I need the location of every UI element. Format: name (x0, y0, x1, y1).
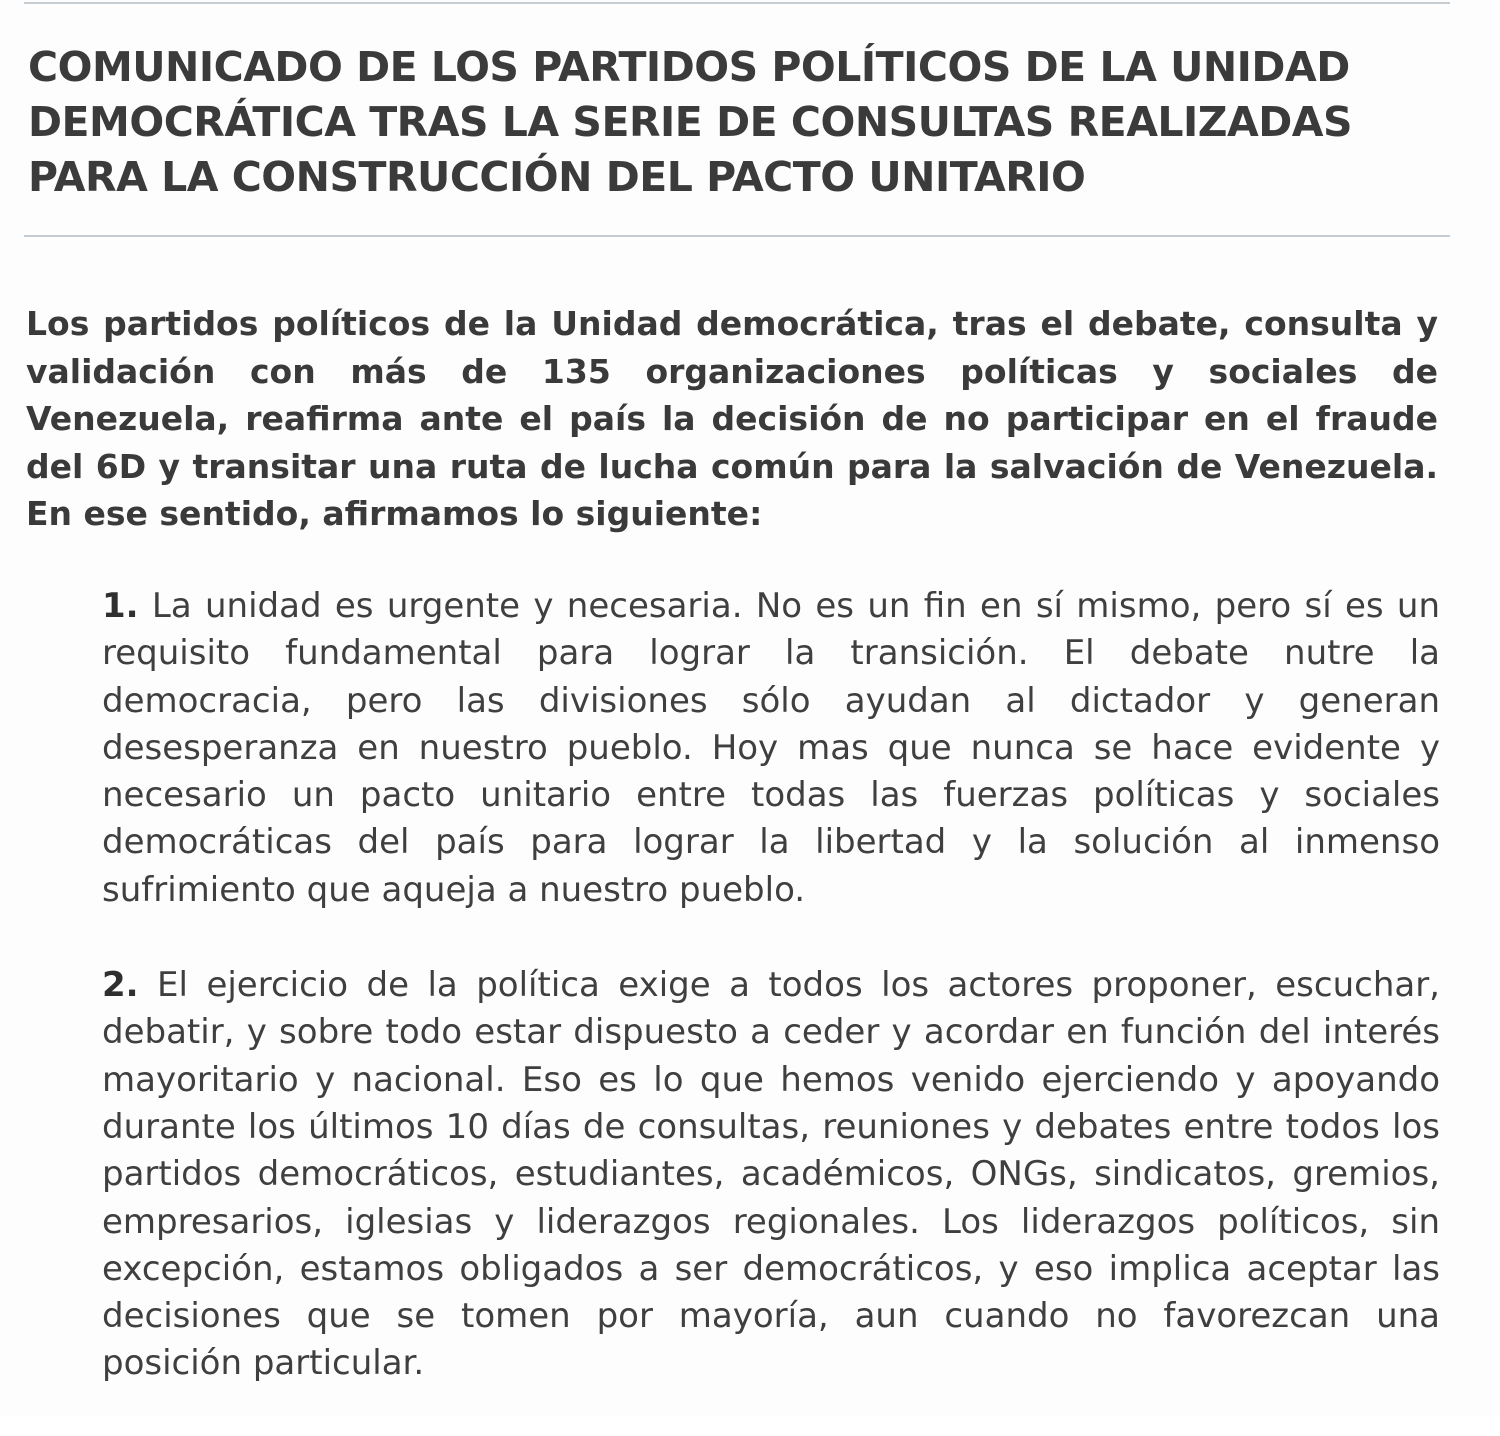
list-item (102, 962, 1440, 1388)
points-list (102, 583, 1440, 1436)
document-title: COMUNICADO DE LOS PARTIDOS POLÍTICOS DE LA UNIDAD DEMOCRÁTICA TRAS LA SERIE DE CONSULTAS REALIZADAS PARA LA CONSTRUCCIÓN DEL PACTO UNITARIO (28, 43, 1353, 201)
point-number: 1. (102, 586, 139, 626)
point-text: La unidad es urgente y necesaria. No es un fin en sí mismo, pero sí es un requisito fundamental para lograr la transición. El debate nutre la democracia, pero las divisiones sólo ayudan al dictador y generan desesperanza en nuestro pueblo. Hoy mas que nunca se hace evidente y necesario un pacto unitario entre todas las fuerzas políticas y sociales democráticas del país para lograr la libertad y la solución al inmenso sufrimiento que aqueja a nuestro pueblo. (102, 586, 1441, 910)
list-item (102, 583, 1440, 914)
intro-paragraph: Los partidos políticos de la Unidad democrática, tras el debate, consulta y validación con más de 135 organizaciones políticas y sociales de Venezuela, reafirma ante el país la decisión de no participar en el fraude del 6D y transitar una ruta de lucha común para la salvación de Venezuela. En ese sentido, afirmamos lo siguiente: (26, 304, 1438, 533)
top-divider (24, 2, 1450, 4)
point-text: El ejercicio de la política exige a todos los actores proponer, escuchar, debatir, y sobre todo estar dispuesto a ceder y acordar en función del interés mayoritario y nacional. Eso es lo que hemos venido ejerciendo y apoyando durante los últimos 10 días de consultas, reuniones y debates entre todos los partidos democráticos, estudiantes, académicos, ONGs, sindicatos, gremios, empresarios, iglesias y liderazgos regionales. Los liderazgos políticos, sin excepción, estamos obligados a ser democráticos, y eso implica aceptar las decisiones que se tomen por mayoría, aun cuando no favorezcan una posición particular. (102, 965, 1440, 1384)
title-divider (24, 235, 1450, 237)
point-number: 2. (102, 965, 139, 1006)
